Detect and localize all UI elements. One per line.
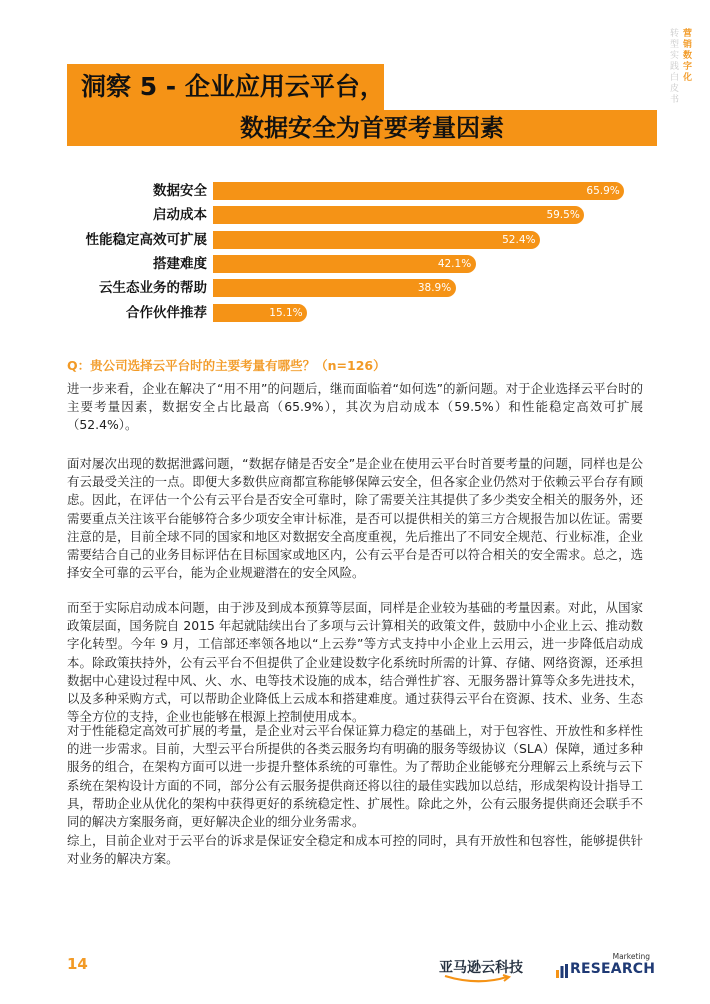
bar-value-label: 15.1% xyxy=(269,306,303,319)
bar-category-label: 云生态业务的帮助 xyxy=(99,280,207,297)
page-number: 14 xyxy=(67,955,88,973)
bar xyxy=(213,206,584,224)
bar-category-label: 合作伙伴推荐 xyxy=(126,304,207,321)
research-bars-icon xyxy=(556,964,568,978)
research-logo-marketing: Marketing xyxy=(612,952,650,961)
side-subtitle: 转型实践白皮书 xyxy=(668,28,678,105)
bar-value-label: 38.9% xyxy=(417,282,452,295)
survey-question: Q：贵公司选择云平台时的主要考量有哪些？（n=126） xyxy=(67,358,386,373)
bar-category-label: 数据安全 xyxy=(153,183,207,199)
bar-chart xyxy=(0,0,710,340)
bar-category-label: 搭建难度 xyxy=(153,255,207,272)
paragraph-3: 而至于实际启动成本问题，由于涉及到成本预算等层面，同样是企业较为基础的考量因素。对此，从国家政策层面，国务院自 2015 年起就陆续出台了多项与云计算相关的政策文件，鼓励中小企业上云、推动数字化转型。今年 9 月，工信部还率领各地以“上云券”等方式支持中小企业上云用云，进一步降低启动成本。除政策扶持外，公有云平台不但提供了企业建设数字化系统时所需的计算、存储、网络资源，还承担数据中心建设过程中风、火、水、电等技术设施的成本，结合弹性扩容、无服务器计算等众多先进技术，以及多种采购方式，可以帮助企业降低上云成本和搭建难度。通过获得云平台在资源、技术、业务、生态等全方位的支持，企业也能够在根源上控制使用成本。 xyxy=(67,600,643,725)
page-title-line-1: 洞察 5 - 企业应用云平台， xyxy=(67,64,384,110)
paragraph-1: 进一步来看，企业在解决了“用不用”的问题后，继而面临着“如何选”的新问题。对于企业选择云平台时的主要考量因素，数据安全占比最高（65.9%），其次为启动成本（59.5%）和性能稳定高效可扩展（52.4%）。 xyxy=(67,381,643,433)
research-logo-text: RESEARCH xyxy=(570,961,656,977)
side-series-title: 营销数字化 xyxy=(681,28,691,83)
paragraph-4: 对于性能稳定高效可扩展的考量，是企业对云平台保证算力稳定的基础上，对于包容性、开放性和多样性的进一步需求。目前，大型云平台所提供的各类云服务均有明确的服务等级协议（SLA）保障，通过多种服务的组合，在架构方面可以进一步提升整体系统的可靠性。为了帮助企业能够充分理解云上系统与云下系统在架构设计方面的不同，部分公有云服务提供商还将以往的最佳实践加以总结，形成架构设计指导工具，帮助企业从优化的架构中获得更好的系统稳定性、扩展性。除此之外，公有云服务提供商还会联手不同的解决方案服务商，更好解决企业的细分业务需求。 xyxy=(67,723,643,830)
bar-value-label: 65.9% xyxy=(586,185,620,197)
bar-value-label: 52.4% xyxy=(502,233,536,246)
paragraph-5: 综上，目前企业对于云平台的诉求是保证安全稳定和成本可控的同时，具有开放性和包容性，能够提供针对业务的解决方案。 xyxy=(67,833,643,867)
bar-value-label: 42.1% xyxy=(437,257,472,270)
page-title-line-2: 数据安全为首要考量因素 xyxy=(67,110,657,146)
paragraph-2: 面对屡次出现的数据泄露问题，“数据存储是否安全”是企业在使用云平台时首要考量的问题，同样也是公有云最受关注的一点。即便大多数供应商都宣称能够保障云安全，但各家企业仍然对于依赖云平台存有顾虑。因此，在评估一个公有云平台是否安全可靠时，除了需要关注其提供了多少类安全相关的服务外，还需要重点关注该平台能够符合多少项安全审计标准，是否可以提供相关的第三方合规报告加以佐证。需要注意的是，目前全球不同的国家和地区对数据安全高度重视，先后推出了不同安全规范、行业标准，企业需要结合自己的业务目标评估在目标国家或地区内，公有云平台是否可以符合相关的安全需求。总之，选择安全可靠的云平台，能为企业规避潜在的安全风险。 xyxy=(67,456,643,581)
bar xyxy=(213,231,540,249)
aws-smile-icon xyxy=(443,974,513,984)
bar-category-label: 性能稳定高效可扩展 xyxy=(85,231,207,248)
bar-value-label: 59.5% xyxy=(546,209,580,222)
bar xyxy=(213,182,624,200)
aws-logo-text: 亚马逊云科技 xyxy=(439,960,523,976)
bar xyxy=(213,255,476,273)
research-logo xyxy=(556,952,656,984)
bar-category-label: 启动成本 xyxy=(153,207,207,224)
